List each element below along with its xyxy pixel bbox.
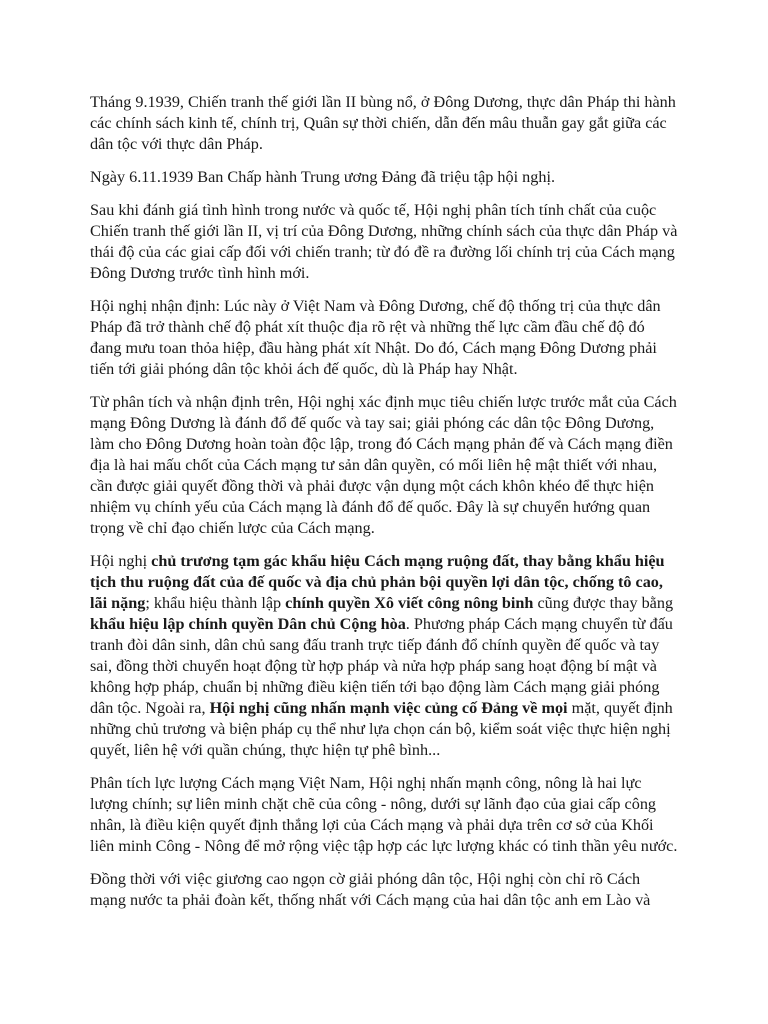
paragraph-6-bold-2: chính quyền Xô viết công nông binh (285, 594, 534, 612)
paragraph-8: Đồng thời với việc giương cao ngọn cờ giải phóng dân tộc, Hội nghị còn chỉ rõ Cách mạng nước ta phải đoàn kết, thống nhất với Cách mạng của hai dân tộc anh em Lào và (90, 870, 651, 909)
paragraph-6-text-1: Hội nghị (90, 552, 152, 570)
paragraph-1: Tháng 9.1939, Chiến tranh thế giới lần II bùng nổ, ở Đông Dương, thực dân Pháp thi hành các chính sách kinh tế, chính trị, Quân sự thời chiến, dẫn đến mâu thuẫn gay gắt giữa các dân tộc với thực dân Pháp. (90, 93, 676, 153)
paragraph-6-text-2: ; khẩu hiệu thành lập (145, 594, 286, 612)
paragraph-6-text-3: cũng được thay bằng (533, 594, 674, 612)
paragraph-6-bold-3: khẩu hiệu lập chính quyền Dân chủ Cộng hòa (90, 615, 406, 633)
paragraph-6-bold-1: chủ trương tạm gác khẩu hiệu Cách mạng ruộng đất, thay bằng khẩu hiệu tịch thu ruộng đất của đế quốc và địa chủ phản bội quyền lợi dân tộc, chống tô cao, lãi nặng (90, 552, 665, 612)
paragraph-7: Phân tích lực lượng Cách mạng Việt Nam, Hội nghị nhấn mạnh công, nông là hai lực lượng chính; sự liên minh chặt chẽ của công - nông, dưới sự lãnh đạo của giai cấp công nhân, là điều kiện quyết định thắng lợi của Cách mạng và phải dựa trên cơ sở của Khối liên minh Công - Nông để mở rộng việc tập hợp các lực lượng khác có tinh thần yêu nước. (90, 774, 678, 855)
paragraph-6-text-4: . Phương pháp Cách mạng chuyển từ đấu tranh đòi dân sinh, dân chủ sang đấu tranh trực tiếp đánh đổ chính quyền đế quốc và tay sai, đồng thời chuyển hoạt động từ hợp pháp và nửa hợp pháp sang hoạt động bí mật và không hợp pháp, chuẩn bị những điều kiện tiến tới bạo động làm Cách mạng giải phóng dân tộc. Ngoài ra, (90, 615, 673, 717)
paragraph-6-bold-4: Hội nghị cũng nhấn mạnh việc củng cố Đảng về mọi (209, 699, 568, 717)
paragraph-4: Hội nghị nhận định: Lúc này ở Việt Nam và Đông Dương, chế độ thống trị của thực dân Pháp đã trở thành chế độ phát xít thuộc địa rõ rệt và những thế lực cầm đầu chế độ đó đang mưu toan thỏa hiệp, đầu hàng phát xít Nhật. Do đó, Cách mạng Đông Dương phải tiến tới giải phóng dân tộc khỏi ách đế quốc, dù là Pháp hay Nhật. (90, 297, 661, 378)
paragraph-6-text-5: mặt, quyết định những chủ trương và biện pháp cụ thể như lựa chọn cán bộ, kiểm soát việc thực hiện nghị quyết, liên hệ với quần chúng, thực hiện tự phê bình... (90, 699, 673, 759)
paragraph-3: Sau khi đánh giá tình hình trong nước và quốc tế, Hội nghị phân tích tính chất của cuộc Chiến tranh thế giới lần II, vị trí của Đông Dương, những chính sách của thực dân Pháp và thái độ của các giai cấp đối với chiến tranh; từ đó đề ra đường lối chính trị của Cách mạng Đông Dương trước tình hình mới. (90, 201, 678, 282)
paragraph-2: Ngày 6.11.1939 Ban Chấp hành Trung ương Đảng đã triệu tập hội nghị. (90, 168, 555, 186)
paragraph-5: Từ phân tích và nhận định trên, Hội nghị xác định mục tiêu chiến lược trước mắt của Cách mạng Đông Dương là đánh đổ đế quốc và tay sai; giải phóng các dân tộc Đông Dương, làm cho Đông Dương hoàn toàn độc lập, trong đó Cách mạng phản đế và Cách mạng điền địa là hai mấu chốt của Cách mạng tư sản dân quyền, có mối liên hệ mật thiết với nhau, cần được giải quyết đồng thời và phải được vận dụng một cách khôn khéo để thực hiện nhiệm vụ chính yếu của Cách mạng là đánh đổ đế quốc. Đây là sự chuyển hướng quan trọng về chỉ đạo chiến lược của Cách mạng. (90, 393, 677, 537)
paragraph-6 (90, 551, 680, 761)
